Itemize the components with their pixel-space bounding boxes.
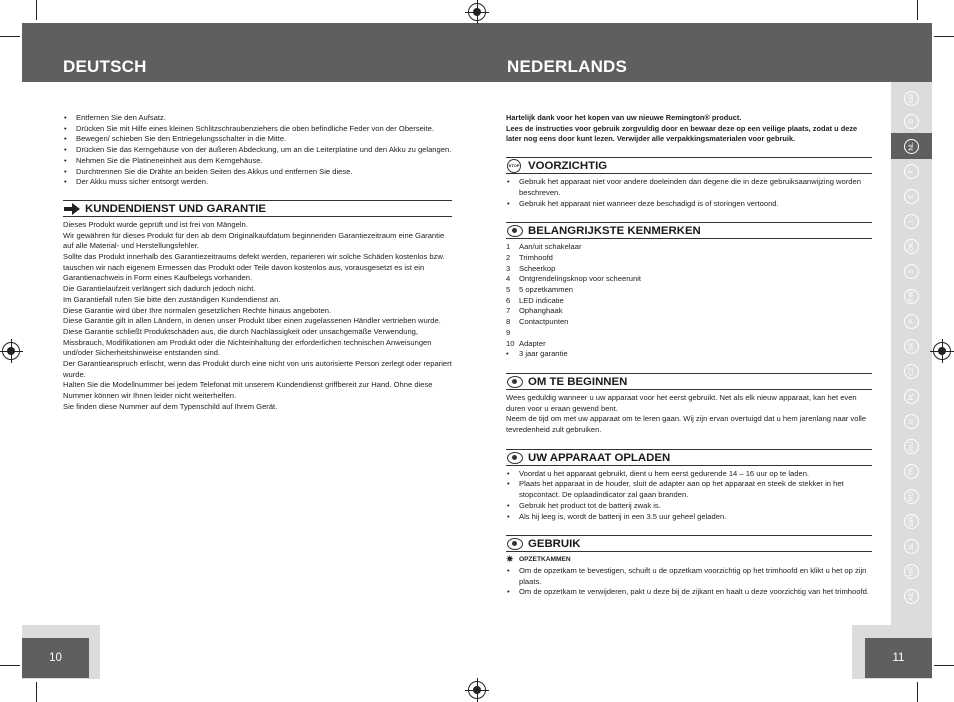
tab-sl[interactable]: SL (891, 533, 932, 559)
section-heading-caution (506, 157, 872, 174)
tab-fin[interactable]: FIN (891, 283, 932, 309)
section-heading-text: OM TE BEGINNEN (528, 375, 628, 388)
paragraph: Dieses Produkt wurde geprüft und ist frei von Mängeln. (63, 219, 248, 229)
paragraph: Wir gewähren für dieses Produkt für den ab dem Originalkaufdatum beginnenden Garantiezeitraum eine Garantie auf alle Material- und Herstellungsfehler. (63, 230, 445, 251)
tab-d[interactable]: D (891, 108, 932, 134)
tab-sk[interactable]: SK (891, 333, 932, 359)
crop-mark (36, 682, 37, 702)
tab-s[interactable]: S (891, 258, 932, 284)
list-item: • Gebruik het apparaat niet voor andere doeleinden dan degene die in deze gebruiksaanwijzing worden beschreven. (506, 177, 872, 198)
eye-icon (507, 452, 523, 464)
paragraph: Diese Garantie wird über Ihre normalen gesetzlichen Rechte hinaus angeboten. (63, 305, 332, 315)
crop-mark (934, 36, 954, 37)
list-item: • Drücken Sie mit Hilfe eines kleinen Schlitzschraubenziehers die oben befindliche Feder von der Oberseite. (63, 124, 452, 135)
list-item: • Gebruik het apparaat niet wanneer deze beschadigd is of storingen vertoond. (506, 199, 872, 210)
tab-gr[interactable]: GR (891, 508, 932, 534)
crop-mark (36, 0, 37, 20)
crop-mark (917, 682, 918, 702)
tab-cz[interactable]: CZ (891, 358, 932, 384)
tab-dk[interactable]: DK (891, 233, 932, 259)
right-bottom-white (500, 625, 852, 679)
eye-icon (507, 225, 523, 237)
list-item: 2 Trimhoofd (506, 252, 553, 262)
right-page-number: 11 (865, 638, 932, 678)
crop-mark (0, 36, 20, 37)
list-item: 7 Ophanghaak (506, 306, 563, 316)
tab-i[interactable]: I (891, 208, 932, 234)
list-item: 3 Scheerkop (506, 263, 556, 273)
list-item: • Entfernen Sie den Aufsatz. (63, 113, 452, 124)
tab-f[interactable]: F (891, 158, 932, 184)
tab-tr[interactable]: TR (891, 458, 932, 484)
tab-pl[interactable]: PL (891, 383, 932, 409)
tab-ro[interactable]: RO (891, 483, 932, 509)
paragraph: Im Garantiefall rufen Sie bitte den zuständigen Kundendienst an. (63, 294, 281, 304)
list-item: • Gebruik het product tot de batterij zwak is. (506, 501, 872, 512)
registration-mark-icon (2, 342, 20, 360)
list-item: • Voordat u het apparaat gebruikt, dient u hem eerst gedurende 14 – 16 uur op te laden. (506, 469, 872, 480)
arrow-right-icon (64, 203, 80, 215)
features-list (506, 242, 872, 360)
tab-nl[interactable]: NL (891, 133, 932, 159)
left-bottom-white (100, 625, 452, 679)
section-heading-text: VOORZICHTIG (528, 160, 608, 173)
list-item: 9 (506, 327, 511, 337)
section-heading-text: GEBRUIK (528, 538, 581, 551)
paragraph: Sie finden diese Nummer auf dem Typenschild auf Ihrem Gerät. (63, 401, 278, 411)
gutter (452, 82, 500, 679)
section-heading-text: UW APPARAAT OPLADEN (528, 451, 671, 464)
tab-gb[interactable]: GB (891, 85, 932, 111)
section-heading-usage (506, 535, 872, 552)
tab-p[interactable]: P (891, 308, 932, 334)
eye-icon (507, 376, 523, 388)
list-item: • Bewegen/ schieben Sie den Entriegelungsschalter in die Mitte. (63, 134, 452, 145)
paragraph: Die Garantielaufzeit verlängert sich dadurch jedoch nicht. (63, 284, 256, 294)
section-heading-text: KUNDENDIENST UND GARANTIE (85, 202, 266, 215)
list-item: • Plaats het apparaat in de houder, sluit de adapter aan op het apparaat en steek de stekker in het stopcontact. De oplaadindicator zal gaan branden. (506, 479, 872, 500)
section-heading-features (506, 222, 872, 239)
crop-mark (0, 665, 20, 666)
left-page-title: DEUTSCH (63, 57, 147, 76)
list-item: 6 LED indicatie (506, 295, 564, 305)
tab-hr[interactable]: HR (891, 558, 932, 584)
crop-mark (917, 0, 918, 20)
crop-mark (934, 665, 954, 666)
paragraph: Sollte das Produkt innerhalb des Garantiezeitraums defekt werden, reparieren wir solche Schäden kostenlos bzw. tauschen wir nach eigenem Ermessen das Produkt oder Teile davon kostenlos aus, vorausgesetzt es ist ein Garantienachweis in Form eines Kaufbelegs vorhanden. (63, 252, 445, 283)
sub-heading: ✷ OPZETKAMMEN (506, 554, 571, 565)
list-item: • Der Akku muss sicher entsorgt werden. (63, 177, 452, 188)
right-column (506, 113, 872, 598)
charging-list (506, 469, 872, 523)
list-item: • Nehmen Sie die Platineneinheit aus dem Kerngehäuse. (63, 156, 452, 167)
list-item: 5 5 opzetkammen (506, 285, 574, 295)
sparkle-icon: ✷ (506, 554, 514, 565)
paragraph: Der Garantieanspruch erlischt, wenn das Produkt durch eine nicht von uns autorisierte Person zerlegt oder repariert wurde. (63, 359, 452, 379)
left-page-number: 10 (22, 638, 89, 678)
service-text (63, 220, 452, 413)
list-item: • Als hij leeg is, wordt de batterij in een 3.5 uur geheel geladen. (506, 512, 872, 523)
list-item: • Om de opzetkam te bevestigen, schuift u de opzetkam voorzichtig op het trimhoofd en klikt u het op zijn plaats. (506, 566, 872, 587)
list-item: 4 Ontgrendelingsknop voor scheerunit (506, 274, 641, 284)
start-text: Wees geduldig wanneer u uw apparaat voor het eerst gebruikt. Net als elk nieuw apparaat, kan het even duren voor u eraan gewend bent. Neem de tijd om met uw apparaat om te leren gaan. Wij zijn ervan overtuigd dat u hem jarenlang naar volle tevredenheid zult gebruiken. (506, 392, 867, 435)
section-heading-start (506, 373, 872, 390)
list-item: 8 Contactpunten (506, 317, 569, 327)
usage-list (506, 566, 872, 598)
registration-mark-icon (933, 342, 951, 360)
paragraph: Halten Sie die Modellnummer bei jedem Telefonat mit unserem Kundendienst griffbereit zur Hand. Ohne diese Nummer können wir Ihnen leider nicht weiterhelfen. (63, 380, 433, 401)
right-page-title: NEDERLANDS (507, 57, 628, 76)
left-column (63, 113, 452, 413)
list-item: • Durchtrennen Sie die Drähte an beiden Seiten des Akkus und entfernen Sie diese. (63, 167, 452, 178)
tab-e[interactable]: E (891, 183, 932, 209)
paragraph: Diese Garantie gilt in allen Ländern, in denen unser Produkt über einen zugelassenen Händler vertrieben wurde. (63, 316, 441, 326)
tab-ru[interactable]: RU (891, 433, 932, 459)
intro-text: Hartelijk dank voor het kopen van uw nieuwe Remington® product. Lees de instructies voor gebruik zorgvuldig door en bewaar deze op een veilige plaats, zodat u deze later nog eens door kunt lezen. Verwijder alle verpakkingsmaterialen voor gebruik. (506, 113, 858, 144)
section-heading-service (63, 200, 452, 217)
section-heading-text: BELANGRIJKSTE KENMERKEN (528, 225, 701, 238)
stop-icon: STOP (507, 159, 521, 173)
list-item: • Drücken Sie das Kerngehäuse von der äußeren Abdeckung, um an die Leiterplatine und den Akku zu gelangen. (63, 145, 452, 156)
registration-mark-icon (468, 3, 486, 21)
paragraph: Diese Garantie schließt Produktschäden aus, die durch Nachlässigkeit oder unsachgemäße Verwendung, Missbrauch, Modifikationen am Produkt oder die Nichteinhaltung der erforderlichen technischen Anweisungen und/oder Sicherheitshinweise entstanden sind. (63, 326, 432, 358)
language-tabs (891, 85, 932, 607)
tab-h[interactable]: H (891, 408, 932, 434)
list-item: • 3 jaar garantie (506, 349, 568, 359)
list-item: 10 Adapter (506, 338, 546, 348)
list-item: • Om de opzetkam te verwijderen, pakt u deze bij de zijkant en haalt u deze voorzichtig van het trimhoofd. (506, 587, 872, 598)
tab-ae[interactable]: AE (891, 583, 932, 609)
registration-mark-icon (468, 681, 486, 699)
eye-icon (507, 538, 523, 550)
list-item: 1 Aan/uit schakelaar (506, 242, 582, 252)
disassembly-list (63, 113, 452, 188)
caution-list (506, 177, 872, 209)
section-heading-charging (506, 449, 872, 466)
